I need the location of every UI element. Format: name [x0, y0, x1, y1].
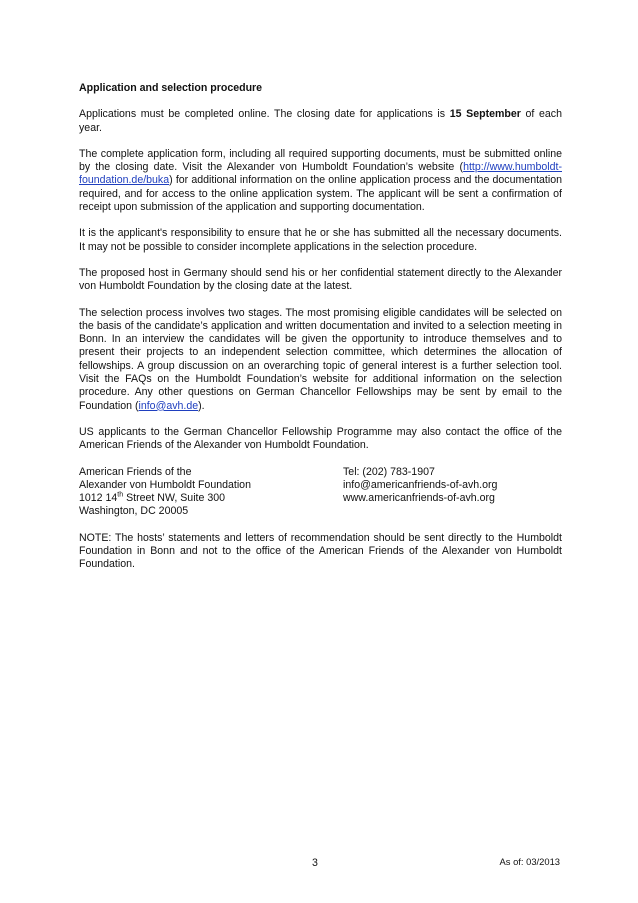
address-line-1: American Friends of the	[79, 465, 192, 478]
page-number: 3	[312, 857, 318, 869]
application-form-text-before: The complete application form, including all required supporting documents, must be submitted online by the closing date. Visit the Alexander von Humboldt Foundation’s website (	[79, 147, 562, 174]
selection-process-text-before: The selection process involves two stages. The most promising eligible candidates will be selected on the basis of the candidate’s application and written documentation and invited to a selection meeting in Bonn. In an interview the candidates will be given the opportunity to introduce themselves and to present their projects to an independent selection committee, which determines the allocation of fellowships. A group discussion on an overarching topic of general interest is a further selection tool. Visit the FAQs on the Humboldt Foundation’s website for additional information on the selection procedure. Any other questions on German Chancellor Fellowships may be sent by email to the Foundation (	[79, 306, 562, 412]
address-ordinal-suffix: th	[117, 491, 124, 499]
closing-date: 15 September	[449, 108, 521, 121]
address-line-3	[79, 492, 343, 505]
closing-date-text-before: Applications must be completed online. The closing date for applications is	[79, 108, 450, 121]
contact-address	[79, 466, 343, 519]
address-street-number: 1012 14	[79, 492, 118, 505]
paragraph-selection-process	[79, 307, 562, 413]
application-form-text-after: ) for additional information on the online application process and the documentation required, and for access to the online application system. The applicant will be sent a confirmation of receipt upon submission of the application and supporting documentation.	[79, 174, 562, 214]
paragraph-applicant-responsibility: It is the applicant's responsibility to ensure that he or she has submitted all the necessary documents. It may not be possible to consider incomplete applications in the selection procedure.	[79, 227, 562, 253]
as-of-date: As of: 03/2013	[499, 856, 560, 867]
closing-date-text-after: of each year.	[79, 108, 562, 134]
address-line-2: Alexander von Humboldt Foundation	[79, 478, 251, 491]
paragraph-note: NOTE: The hosts’ statements and letters of recommendation should be sent directly to the Humboldt Foundation in Bonn and not to the office of the American Friends of the Alexander von Humboldt Foundation.	[79, 531, 562, 571]
contact-email: info@americanfriends-of-avh.org	[343, 478, 498, 491]
contact-website: www.americanfriends-of-avh.org	[343, 492, 495, 505]
contact-phone: Tel: (202) 783-1907	[343, 465, 435, 478]
address-line-4: Washington, DC 20005	[79, 505, 189, 518]
paragraph-application-form	[79, 148, 562, 214]
paragraph-host-statement: The proposed host in Germany should send his or her confidential statement directly to the Alexander von Humboldt Foundation by the closing date at the latest.	[79, 266, 562, 293]
selection-process-text-after: ).	[198, 399, 205, 412]
foundation-email-link[interactable]: info@avh.de	[138, 399, 199, 412]
contact-block	[79, 466, 562, 519]
paragraph-us-applicants: US applicants to the German Chancellor Fellowship Programme may also contact the office of the American Friends of the Alexander von Humboldt Foundation.	[79, 425, 562, 452]
section-heading: Application and selection procedure	[79, 82, 263, 94]
humboldt-website-link[interactable]: http://www.humboldt-foundation.de/buka	[79, 161, 562, 187]
document-body	[79, 82, 562, 585]
address-street-rest: Street NW, Suite 300	[123, 492, 226, 505]
contact-details	[343, 466, 562, 519]
paragraph-closing-date	[79, 108, 562, 135]
